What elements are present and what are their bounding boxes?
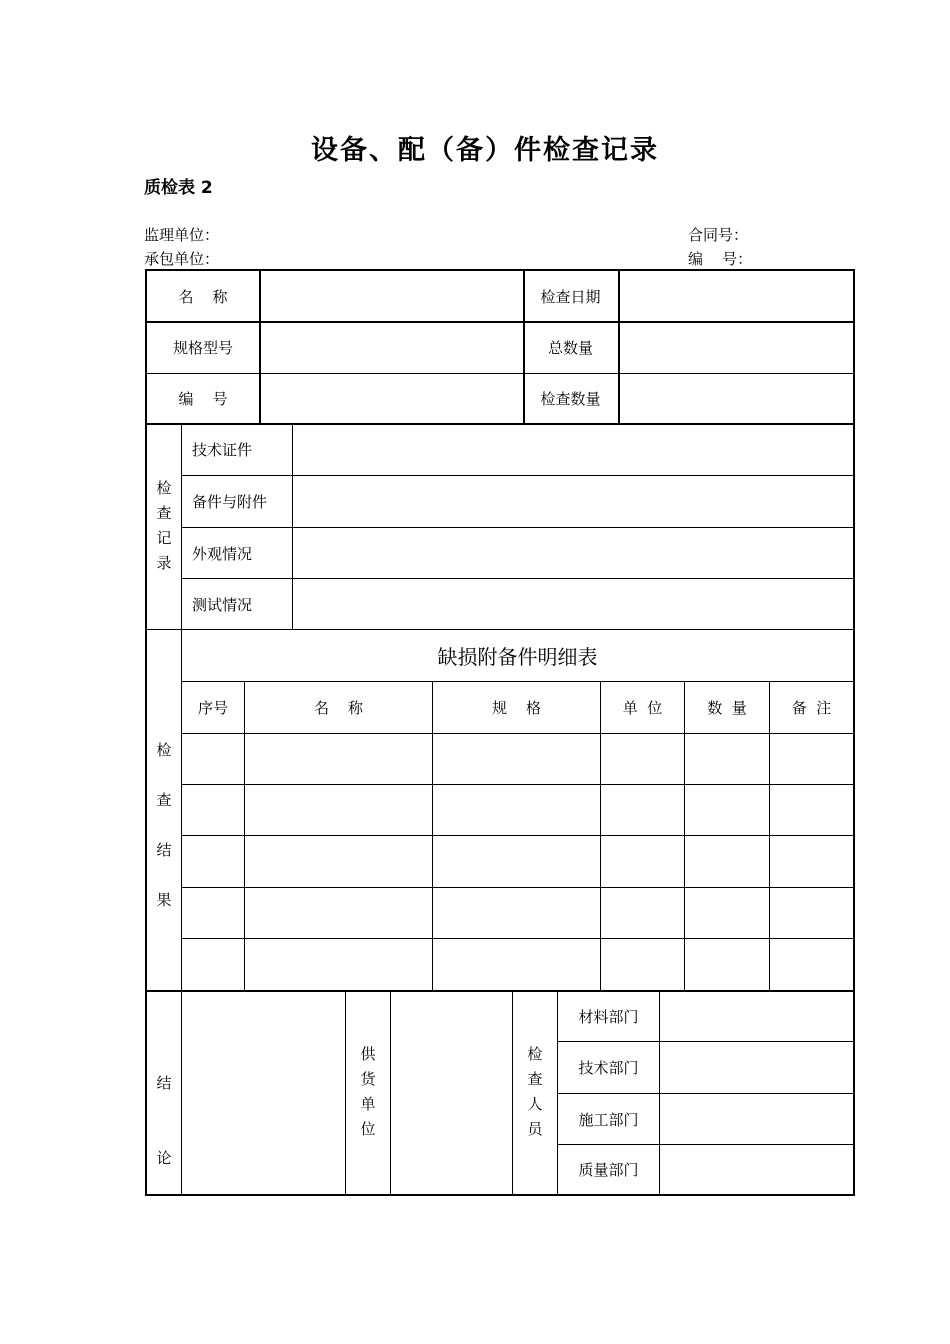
test-status-label: 测试情况 [192, 595, 253, 614]
number-label: 编 号： [688, 250, 753, 268]
supplier-label: 供 货 单 位 [360, 1045, 376, 1138]
check-record-label: 检 查 记 录 [156, 479, 172, 572]
col-remark: 备 注 [791, 699, 832, 717]
appearance-label: 外观情况 [192, 544, 253, 563]
contract-label: 合同号： [688, 226, 749, 244]
tech-docs-label: 技术证件 [192, 441, 253, 459]
col-seq: 序号 [197, 699, 228, 717]
spare-parts-label: 备件与附件 [192, 493, 268, 511]
inspectors-label: 检 查 人 员 [527, 1045, 543, 1138]
check-qty-label: 检查数量 [540, 389, 601, 408]
spec-model-label: 规格型号 [172, 339, 233, 357]
check-date-label: 检查日期 [540, 287, 601, 306]
form-number: 质检表 2 [144, 178, 213, 198]
detail-table-title: 缺损附备件明细表 [437, 645, 598, 669]
dept-technical: 技术部门 [578, 1059, 639, 1077]
contractor-label: 承包单位： [144, 250, 220, 268]
col-unit: 单 位 [622, 699, 663, 717]
serial-label: 编 号 [178, 389, 228, 408]
dept-construction: 施工部门 [578, 1110, 639, 1129]
dept-quality: 质量部门 [578, 1161, 639, 1179]
col-name: 名 称 [313, 699, 364, 717]
check-result-label: 检 查 结 果 [156, 741, 172, 909]
supervisor-label: 监理单位： [144, 226, 220, 244]
page-title: 设备、配（备）件检查记录 [311, 135, 659, 166]
name-label: 名 称 [178, 287, 228, 306]
col-spec: 规 格 [491, 699, 542, 717]
total-qty-label: 总数量 [547, 339, 593, 357]
inspection-form-table [145, 269, 855, 1196]
conclusion-label: 结 论 [156, 1074, 172, 1167]
dept-materials: 材料部门 [578, 1007, 639, 1026]
col-qty: 数 量 [707, 699, 747, 717]
